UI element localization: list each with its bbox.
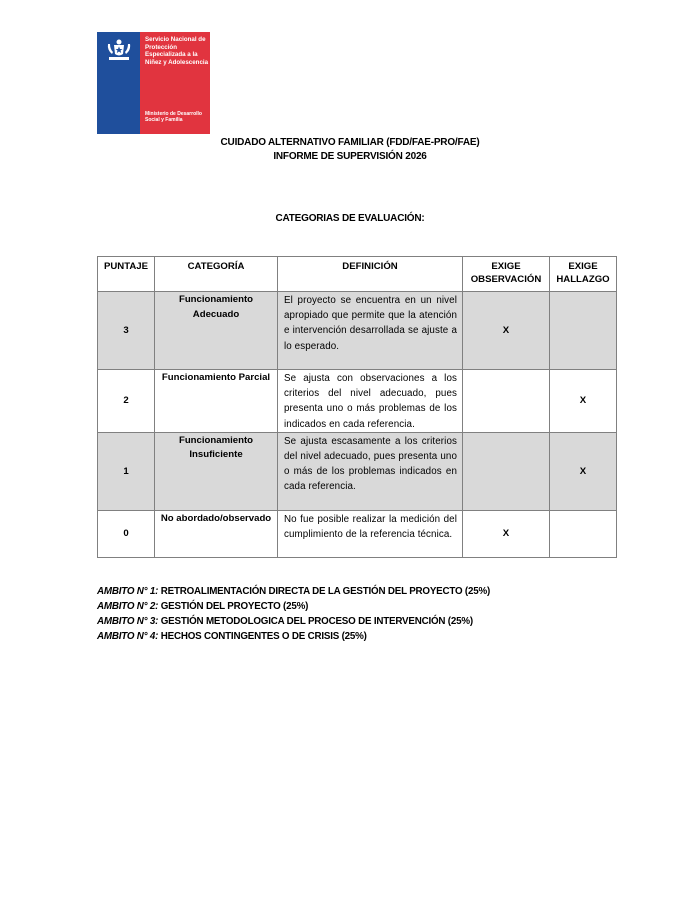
logo-org-text: Servicio Nacional de Protección Especializada a la Niñez y Adolescencia [145, 36, 209, 66]
column-header: DEFINICIÓN [278, 257, 463, 292]
category-cell: Funcionamiento Insuficiente [155, 432, 278, 510]
category-cell: Funcionamiento Parcial [155, 370, 278, 433]
observacion-cell [463, 370, 550, 433]
logo-red-panel [140, 32, 210, 134]
table-row [98, 370, 617, 433]
ambito-item [97, 631, 367, 642]
document-title: CUIDADO ALTERNATIVO FAMILIAR (FDD/FAE-PRO/FAE) [220, 137, 480, 148]
chile-coat-of-arms-icon [105, 38, 133, 64]
score-cell: 2 [98, 370, 155, 433]
ambito-label: AMBITO N° 4: [97, 631, 159, 642]
ambito-text: RETROALIMENTACIÓN DIRECTA DE LA GESTIÓN DEL PROYECTO (25%) [158, 586, 491, 597]
hallazgo-cell [550, 510, 617, 557]
ambito-label: AMBITO N° 3: [97, 616, 159, 627]
institution-logo [97, 32, 210, 134]
column-header: EXIGE OBSERVACIÓN [463, 257, 550, 292]
column-header: PUNTAJE [98, 257, 155, 292]
definition-cell: El proyecto se encuentra en un nivel apropiado que permite que la atención e intervención desarrollada se ajuste a lo esperado. [278, 292, 463, 370]
category-cell: Funcionamiento Adecuado [155, 292, 278, 370]
logo-blue-panel [97, 32, 140, 134]
ambito-item [97, 586, 490, 597]
ambito-label: AMBITO N° 2: [97, 601, 159, 612]
table-header-row [98, 257, 617, 292]
logo-ministry-text: Ministerio de Desarrollo Social y Familia [145, 111, 202, 123]
score-cell: 3 [98, 292, 155, 370]
category-cell: No abordado/observado [155, 510, 278, 557]
observacion-cell: X [463, 292, 550, 370]
ambito-item [97, 616, 473, 627]
table-row [98, 510, 617, 557]
hallazgo-cell: X [550, 370, 617, 433]
document-subtitle: INFORME DE SUPERVISIÓN 2026 [273, 151, 427, 162]
ambito-text: HECHOS CONTINGENTES O DE CRISIS (25%) [158, 631, 367, 642]
column-header: CATEGORÍA [155, 257, 278, 292]
column-header: EXIGE HALLAZGO [550, 257, 617, 292]
ambito-label: AMBITO N° 1: [97, 586, 159, 597]
definition-cell: Se ajusta con observaciones a los criterios del nivel adecuado, pues presenta uno o más problemas de los indicados en cada referencia. [278, 370, 463, 433]
definition-cell: No fue posible realizar la medición del cumplimiento de la referencia técnica. [278, 510, 463, 557]
ambito-text: GESTIÓN DEL PROYECTO (25%) [158, 601, 309, 612]
observacion-cell: X [463, 510, 550, 557]
definition-cell: Se ajusta escasamente a los criterios del nivel adecuado, pues presenta uno o más de los problemas indicados en cada referencia. [278, 432, 463, 510]
table-row [98, 432, 617, 510]
evaluation-categories-table [97, 256, 617, 558]
table-row [98, 292, 617, 370]
ambito-item [97, 601, 308, 612]
section-title: CATEGORIAS DE EVALUACIÓN: [275, 213, 425, 224]
hallazgo-cell: X [550, 432, 617, 510]
observacion-cell [463, 432, 550, 510]
hallazgo-cell [550, 292, 617, 370]
ambito-text: GESTIÓN METODOLOGICA DEL PROCESO DE INTERVENCIÓN (25%) [158, 616, 473, 627]
score-cell: 1 [98, 432, 155, 510]
score-cell: 0 [98, 510, 155, 557]
